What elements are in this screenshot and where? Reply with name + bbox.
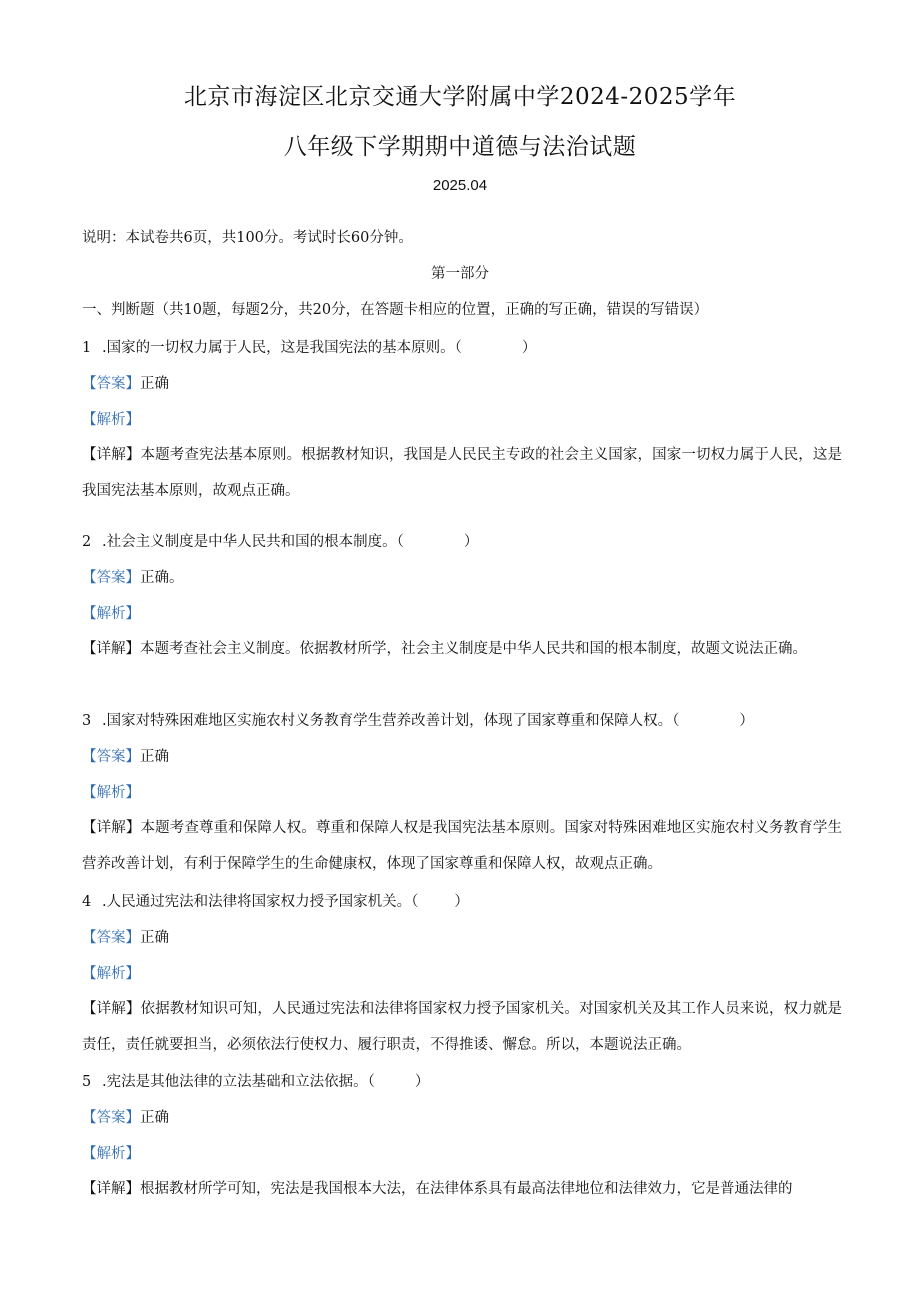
answer-row: [82, 747, 169, 767]
answer-row: [82, 568, 184, 588]
question-2: [82, 532, 478, 552]
question-text: .人民通过宪法和法律将国家权力授予国家机关。（: [102, 894, 419, 910]
detail-paragraph: [82, 1171, 842, 1207]
answer-value: 正确: [140, 1110, 169, 1126]
question-close-paren: ）: [463, 534, 479, 550]
analysis-row: [82, 964, 140, 984]
analysis-tag: 【解析】: [82, 966, 140, 982]
question-close-paren: ）: [739, 713, 754, 729]
answer-value: 正确: [140, 930, 169, 946]
question-number: 5: [82, 1074, 92, 1090]
question-text: .社会主义制度是中华人民共和国的根本制度。（: [102, 534, 404, 550]
detail-tag: 【详解】: [82, 1001, 141, 1017]
detail-tag: 【详解】: [82, 820, 141, 836]
answer-tag: 【答案】: [82, 570, 140, 586]
detail-paragraph: [82, 991, 842, 1063]
question-5: [82, 1072, 429, 1092]
detail-text: 根据教材所学可知，宪法是我国根本大法，在法律体系具有最高法律地位和法律效力，它是普通法律的: [140, 1181, 793, 1197]
answer-row: [82, 374, 169, 394]
detail-text: 本题考查社会主义制度。依据教材所学，社会主义制度是中华人民共和国的根本制度，故题文说法正确。: [140, 641, 807, 657]
analysis-tag: 【解析】: [82, 785, 140, 801]
detail-text: 本题考查宪法基本原则。根据教材知识，我国是人民民主专政的社会主义国家，国家一切权力属于人民，这是我国宪法基本原则，故观点正确。: [82, 447, 843, 499]
detail-tag: 【详解】: [82, 1181, 140, 1197]
question-text: .国家的一切权力属于人民，这是我国宪法的基本原则。（: [102, 340, 462, 356]
question-number: 1: [82, 340, 92, 356]
question-3: [82, 711, 754, 731]
exam-date: 2025.04: [432, 177, 488, 194]
question-close-paren: ）: [521, 340, 537, 356]
section-heading: 一、判断题（共10题，每题2分，共20分，在答题卡相应的位置，正确的写正确，错误的写错误）: [82, 302, 709, 318]
question-number: 2: [82, 534, 92, 550]
part-heading: 第一部分: [431, 266, 489, 282]
question-text: .宪法是其他法律的立法基础和立法依据。（: [102, 1074, 375, 1090]
question-4: [82, 892, 469, 912]
analysis-row: [82, 783, 140, 803]
question-number: 4: [82, 894, 92, 910]
detail-tag: 【详解】: [82, 447, 141, 463]
detail-paragraph: [82, 810, 842, 882]
answer-row: [82, 928, 169, 948]
analysis-row: [82, 1144, 140, 1164]
answer-row: [82, 1108, 169, 1128]
detail-paragraph: [82, 631, 842, 667]
document-title-line2: 八年级下学期期中道德与法治试题: [283, 134, 637, 160]
answer-value: 正确。: [140, 570, 184, 586]
detail-tag: 【详解】: [82, 641, 140, 657]
answer-tag: 【答案】: [82, 930, 140, 946]
analysis-tag: 【解析】: [82, 1146, 140, 1162]
question-close-paren: ）: [414, 1074, 430, 1090]
detail-paragraph: [82, 437, 842, 509]
question-text: .国家对特殊困难地区实施农村义务教育学生营养改善计划，体现了国家尊重和保障人权。（: [102, 713, 680, 729]
analysis-row: [82, 604, 140, 624]
answer-tag: 【答案】: [82, 749, 140, 765]
answer-tag: 【答案】: [82, 1110, 140, 1126]
question-number: 3: [82, 713, 92, 729]
answer-tag: 【答案】: [82, 376, 140, 392]
analysis-row: [82, 410, 140, 430]
question-close-paren: ）: [454, 894, 469, 910]
exam-note: 说明：本试卷共6页，共100分。考试时长60分钟。: [82, 230, 413, 246]
question-1: [82, 338, 536, 358]
analysis-tag: 【解析】: [82, 606, 140, 622]
analysis-tag: 【解析】: [82, 412, 140, 428]
document-title-line1: 北京市海淀区北京交通大学附属中学2024-2025学年: [183, 84, 737, 110]
detail-text: 本题考查尊重和保障人权。尊重和保障人权是我国宪法基本原则。国家对特殊困难地区实施农村义务教育学生营养改善计划，有利于保障学生的生命健康权，体现了国家尊重和保障人权，故观点正确。: [82, 820, 843, 872]
answer-value: 正确: [140, 376, 169, 392]
answer-value: 正确: [140, 749, 169, 765]
detail-text: 依据教材知识可知，人民通过宪法和法律将国家权力授予国家机关。对国家机关及其工作人员来说，权力就是责任，责任就要担当，必须依法行使权力、履行职责，不得推诿、懈怠。所以，本题说法正确。: [82, 1001, 843, 1053]
